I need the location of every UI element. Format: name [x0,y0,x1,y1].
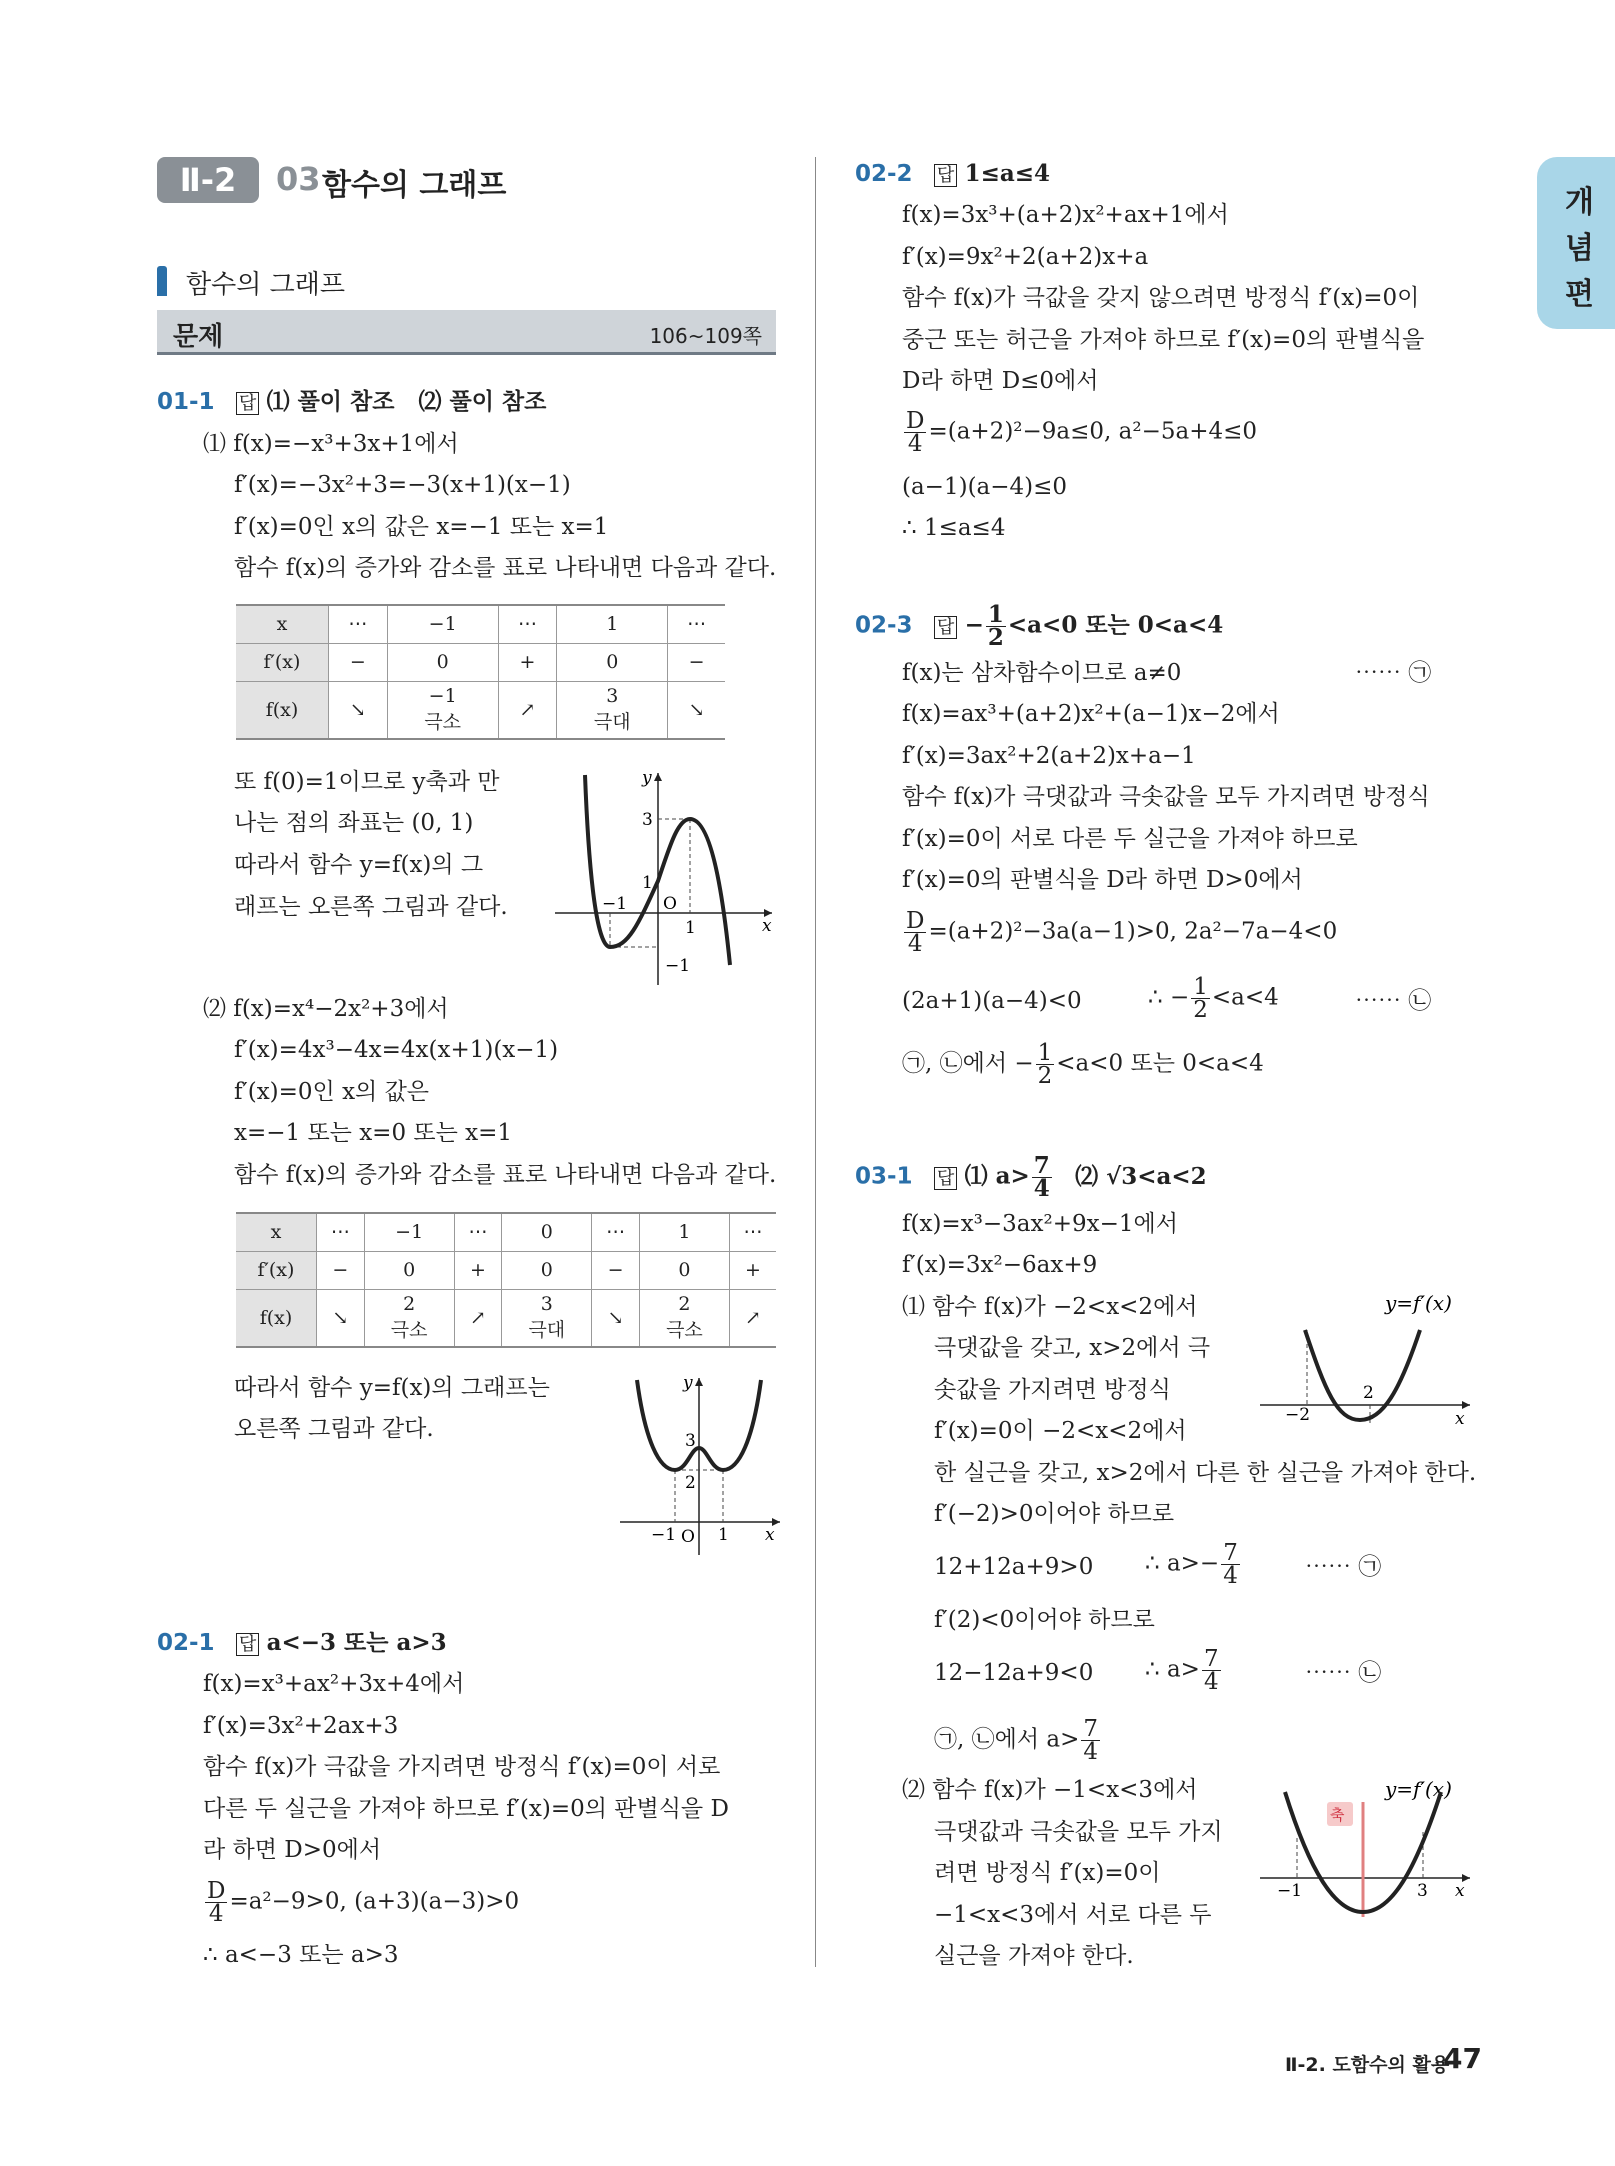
table-cell [364,1289,454,1347]
problem-id: 02-3 [855,612,913,639]
table-cell: 0 [502,1251,592,1289]
axis-of-symmetry-label: 축 [1330,1806,1345,1824]
text-line: f′(2)<0이어야 하므로 [934,1607,1155,1633]
table-cell: ↗ [454,1289,502,1347]
axis-label: y [683,1373,693,1393]
axis-label: −1 [1277,1881,1303,1901]
table-cell: 0 [639,1251,729,1289]
equation-mark: ⋯⋯ ㉠ [1355,660,1432,686]
value: 3 [606,685,619,708]
table-cell: − [317,1251,365,1289]
text-line: f′(−2)>0이어야 하므로 [934,1501,1175,1527]
text-line: ∴ 1≤a≤4 [902,515,1006,541]
text-line: 려면 방정식 f′(x)=0이 [934,1860,1161,1886]
table-cell: x [236,605,329,643]
axis-label: −1 [665,956,691,976]
answer: <a<0 또는 0<a<4 [1007,611,1224,639]
problem-bar [157,310,776,355]
equation-mark: ⋯⋯ ㉡ [1305,1660,1382,1686]
problem-id: 02-1 [157,1630,215,1656]
table-cell: ⋯ [592,1213,640,1251]
text-line: 솟값을 가지려면 방정식 [934,1377,1171,1403]
expression: <a<4 [1211,984,1279,1011]
axis-label: −1 [602,894,628,914]
extremum-label: 극소 [424,711,462,734]
table-cell: 0 [557,643,668,681]
table-cell: − [592,1251,640,1289]
text-line: ∴ a<−3 또는 a>3 [203,1942,399,1968]
table-cell: 0 [364,1251,454,1289]
text-line: 함수 f(x)가 극값을 가지려면 방정식 f′(x)=0이 서로 [203,1754,721,1780]
text-line: 극댓값을 갖고, x>2에서 극 [934,1335,1211,1361]
axis-label: −1 [651,1525,677,1545]
side-tab-char: 념 [1565,231,1594,266]
table-cell [639,1289,729,1347]
denominator: 4 [1083,1739,1098,1765]
text-line: 오른쪽 그림과 같다. [234,1416,434,1442]
table-cell: −1 [364,1213,454,1251]
problem-bar-label: 문제 [173,322,224,352]
graph-title: y=f′(x) [1385,1291,1452,1315]
text-line: 함수 f(x)의 증가와 감소를 표로 나타내면 다음과 같다. [234,555,777,581]
text-line [1145,1542,1242,1587]
problem-02-2-header [855,159,1050,191]
section-title: 함수의 그래프 [322,168,507,203]
text-line: 또 f(0)=1이므로 y축과 만 [234,769,500,795]
text-line: f(x)는 삼차함수이므로 a≠0 [902,660,1182,686]
axis-label: 1 [718,1525,729,1545]
text-line: 따라서 함수 y=f(x)의 그래프는 [234,1375,550,1401]
fraction [904,910,926,955]
text-line [902,910,1337,955]
text-line: −1<x<3에서 서로 다른 두 [934,1902,1212,1928]
table-cell: + [498,643,557,681]
value: 2 [678,1293,691,1316]
numerator: 7 [1223,1540,1238,1566]
answer-part-1: ⑴ a> [964,1162,1030,1190]
text-line: ⑵ f(x)=x⁴−2x²+3에서 [203,996,449,1022]
problem-01-1-header [157,387,546,419]
answer-mark: 답 [934,1167,957,1190]
text-line: f′(x)=−3x²+3=−3(x+1)(x−1) [234,472,571,498]
text-line: 함수 f(x)가 극댓값과 극솟값을 모두 가지려면 방정식 [902,784,1430,810]
axis-label: 3 [642,810,653,830]
answer: ⑴ 풀이 참조 ⑵ 풀이 참조 [266,388,547,415]
table-cell: ⋯ [329,605,388,643]
denominator: 4 [907,431,923,457]
subsection-title: 함수의 그래프 [186,270,345,300]
axis-label: x [765,1525,775,1545]
expression: ∴ − [1148,984,1190,1011]
fraction [1221,1542,1240,1587]
fraction [1202,1648,1221,1693]
problem-03-1-header [855,1152,1207,1202]
text-line: f(x)=ax³+(a+2)x²+(a−1)x−2에서 [902,701,1280,727]
denominator: 4 [1033,1175,1050,1202]
denominator: 2 [1193,997,1208,1023]
extremum-label: 극소 [666,1319,703,1342]
table-cell: + [729,1251,776,1289]
axis-label: 2 [685,1473,696,1493]
text-line: f′(x)=3ax²+2(a+2)x+a−1 [902,743,1196,769]
denominator: 4 [1203,1669,1219,1695]
text-line: ⑴ f(x)=−x³+3x+1에서 [203,431,459,457]
table-cell: 0 [502,1213,592,1251]
expression: =a²−9>0, (a+3)(a−3)>0 [229,1888,520,1915]
denominator: 4 [208,1901,224,1927]
expression: ∴ a>− [1145,1550,1220,1577]
table-cell: ↘ [592,1289,640,1347]
answer-mark: 답 [934,616,957,639]
expression: ㉠, ㉡에서 a> [934,1726,1080,1753]
text-line: 실근을 가져야 한다. [934,1943,1134,1969]
text-line: D라 하면 D≤0에서 [902,368,1099,394]
numerator: D [906,908,925,934]
axis-label: 1 [685,918,696,938]
table-cell: f′(x) [236,643,329,681]
variation-table-2 [236,1212,776,1348]
text-line: (2a+1)(a−4)<0 [902,988,1082,1014]
text-line [1145,1648,1223,1693]
text-line [1148,976,1279,1021]
table-cell: ⋯ [454,1213,502,1251]
text-line: 중근 또는 허근을 가져야 하므로 f′(x)=0의 판별식을 [902,327,1425,353]
table-cell: 1 [639,1213,729,1251]
problem-id: 03-1 [855,1163,913,1190]
table-cell: + [454,1251,502,1289]
axis-label: x [1455,1881,1465,1901]
denominator: 4 [907,931,923,957]
text-line [902,1042,1264,1087]
problem-bar-pages: 106~109쪽 [649,324,762,348]
table-cell [387,681,498,739]
denominator: 4 [1223,1563,1238,1589]
answer-mark: 답 [236,392,259,415]
text-line [203,1880,519,1925]
numerator: 1 [1037,1040,1053,1066]
answer-mark: 답 [236,1633,259,1656]
axis-label: x [1455,1409,1465,1429]
side-tab[interactable] [1537,157,1615,329]
text-line: ⑵ 함수 f(x)가 −1<x<3에서 [902,1777,1198,1803]
expression: <a<0 또는 0<a<4 [1056,1050,1264,1077]
problem-02-3-header [855,601,1224,651]
table-cell: x [236,1213,317,1251]
table-cell: ↗ [498,681,557,739]
text-line: 함수 f(x)가 극값을 갖지 않으려면 방정식 f′(x)=0이 [902,285,1420,311]
table-cell: − [329,643,388,681]
graph-derivative-2 [1255,1772,1475,1932]
variation-table-1 [236,604,725,740]
axis-label: −2 [1285,1405,1311,1425]
text-line: f(x)=3x³+(a+2)x²+ax+1에서 [902,202,1229,228]
table-cell: f′(x) [236,1251,317,1289]
numerator: 7 [1083,1716,1098,1742]
text-line: 따라서 함수 y=f(x)의 그 [234,852,484,878]
table-cell: ↗ [729,1289,776,1347]
numerator: 1 [1193,974,1208,1000]
table-cell: ⋯ [317,1213,365,1251]
problem-02-1-header [157,1628,447,1660]
equation-mark: ⋯⋯ ㉡ [1355,988,1432,1014]
text-line [934,1718,1102,1763]
text-line [902,410,1257,455]
table-cell: ↘ [668,681,725,739]
page-number: 47 [1443,2042,1482,2075]
text-line: f′(x)=3x²−6ax+9 [902,1252,1098,1278]
graph-cubic [550,765,780,990]
expression: =(a+2)²−9a≤0, a²−5a+4≤0 [928,418,1258,445]
graph-quartic [615,1370,785,1560]
table-cell: 1 [557,605,668,643]
text-line: f(x)=x³+ax²+3x+4에서 [203,1671,465,1697]
answer-mark: 답 [934,164,957,187]
graph-derivative-1 [1255,1290,1475,1440]
chapter-badge: Ⅱ-2 [157,157,259,203]
answer-part-2: ⑵ √3<a<2 [1075,1162,1207,1190]
numerator: 7 [1203,1646,1219,1672]
axis-label: y [642,768,652,788]
axis-label: 2 [1363,1383,1374,1403]
text-line: f′(x)=0이 −2<x<2에서 [934,1418,1187,1444]
table-cell: ⋯ [729,1213,776,1251]
text-line: f′(x)=0이 서로 다른 두 실근을 가져야 하므로 [902,826,1358,852]
text-line: f′(x)=4x³−4x=4x(x+1)(x−1) [234,1037,559,1063]
footer-chapter: Ⅱ-2. 도함수의 활용 [1285,2054,1450,2076]
answer-prefix: − [964,611,984,639]
equation-mark: ⋯⋯ ㉠ [1305,1554,1382,1580]
fraction [1036,1042,1055,1087]
numerator: 7 [1033,1152,1050,1179]
fraction [1191,976,1210,1021]
text-line: f′(x)=0의 판별식을 D라 하면 D>0에서 [902,867,1303,893]
table-cell: − [668,643,725,681]
extremum-label: 극대 [528,1319,566,1342]
numerator: D [906,408,925,434]
side-tab-char: 개 [1565,185,1594,220]
axis-label: O [663,894,677,914]
value: 2 [403,1293,416,1316]
expression: ∴ a> [1145,1656,1200,1683]
numerator: D [207,1878,226,1904]
answer: a<−3 또는 a>3 [266,1629,447,1656]
side-tab-char: 편 [1565,277,1594,312]
problem-id: 01-1 [157,389,215,415]
text-line: 다른 두 실근을 가져야 하므로 f′(x)=0의 판별식을 D [203,1796,729,1822]
text-line: 12+12a+9>0 [934,1554,1094,1580]
table-cell: ↘ [317,1289,365,1347]
expression: ㉠, ㉡에서 − [902,1050,1034,1077]
value: −1 [428,685,457,708]
table-cell: f(x) [236,1289,317,1347]
fraction [205,1880,227,1925]
table-cell: −1 [387,605,498,643]
text-line: f′(x)=0인 x의 값은 [234,1079,430,1105]
text-line: x=−1 또는 x=0 또는 x=1 [234,1120,513,1146]
table-cell: ⋯ [498,605,557,643]
axis-label: O [681,1527,695,1547]
section-number: 03 [276,160,321,198]
table-cell: 0 [387,643,498,681]
table-cell [502,1289,592,1347]
text-line: ⑴ 함수 f(x)가 −2<x<2에서 [902,1294,1198,1320]
numerator: 1 [987,601,1004,628]
text-line: f′(x)=9x²+2(a+2)x+a [902,244,1149,270]
axis-label: 1 [642,873,653,893]
table-cell [557,681,668,739]
extremum-label: 극대 [593,711,631,734]
table-cell: ↘ [329,681,388,739]
text-line: 라 하면 D>0에서 [203,1837,382,1863]
text-line: 나는 점의 좌표는 (0, 1) [234,810,474,836]
denominator: 2 [1037,1063,1053,1089]
text-line: (a−1)(a−4)≤0 [902,474,1068,500]
value: 3 [540,1293,553,1316]
text-line: 래프는 오른쪽 그림과 같다. [234,894,508,920]
text-line: 함수 f(x)의 증가와 감소를 표로 나타내면 다음과 같다. [234,1162,777,1188]
text-line: 12−12a+9<0 [934,1660,1094,1686]
fraction [986,601,1006,651]
text-line: 한 실근을 갖고, x>2에서 다른 한 실근을 가져야 한다. [934,1460,1477,1486]
text-line: f(x)=x³−3ax²+9x−1에서 [902,1211,1178,1237]
column-divider [815,157,816,1967]
text-line: f′(x)=3x²+2ax+3 [203,1713,399,1739]
expression: =(a+2)²−3a(a−1)>0, 2a²−7a−4<0 [928,918,1338,945]
table-cell: ⋯ [668,605,725,643]
fraction [1032,1152,1052,1202]
text-line: 극댓값과 극솟값을 모두 가지 [934,1819,1223,1845]
text-line: f′(x)=0인 x의 값은 x=−1 또는 x=1 [234,514,609,540]
problem-id: 02-2 [855,161,913,187]
axis-label: 3 [1417,1881,1428,1901]
axis-label: x [762,916,772,936]
answer: 1≤a≤4 [964,160,1051,187]
denominator: 2 [987,624,1004,651]
graph-title: y=f′(x) [1385,1777,1452,1801]
fraction [904,410,926,455]
extremum-label: 극소 [390,1319,428,1342]
table-cell: f(x) [236,681,329,739]
fraction [1081,1718,1100,1763]
subsection-marker-icon [157,266,167,296]
axis-label: 3 [685,1431,696,1451]
